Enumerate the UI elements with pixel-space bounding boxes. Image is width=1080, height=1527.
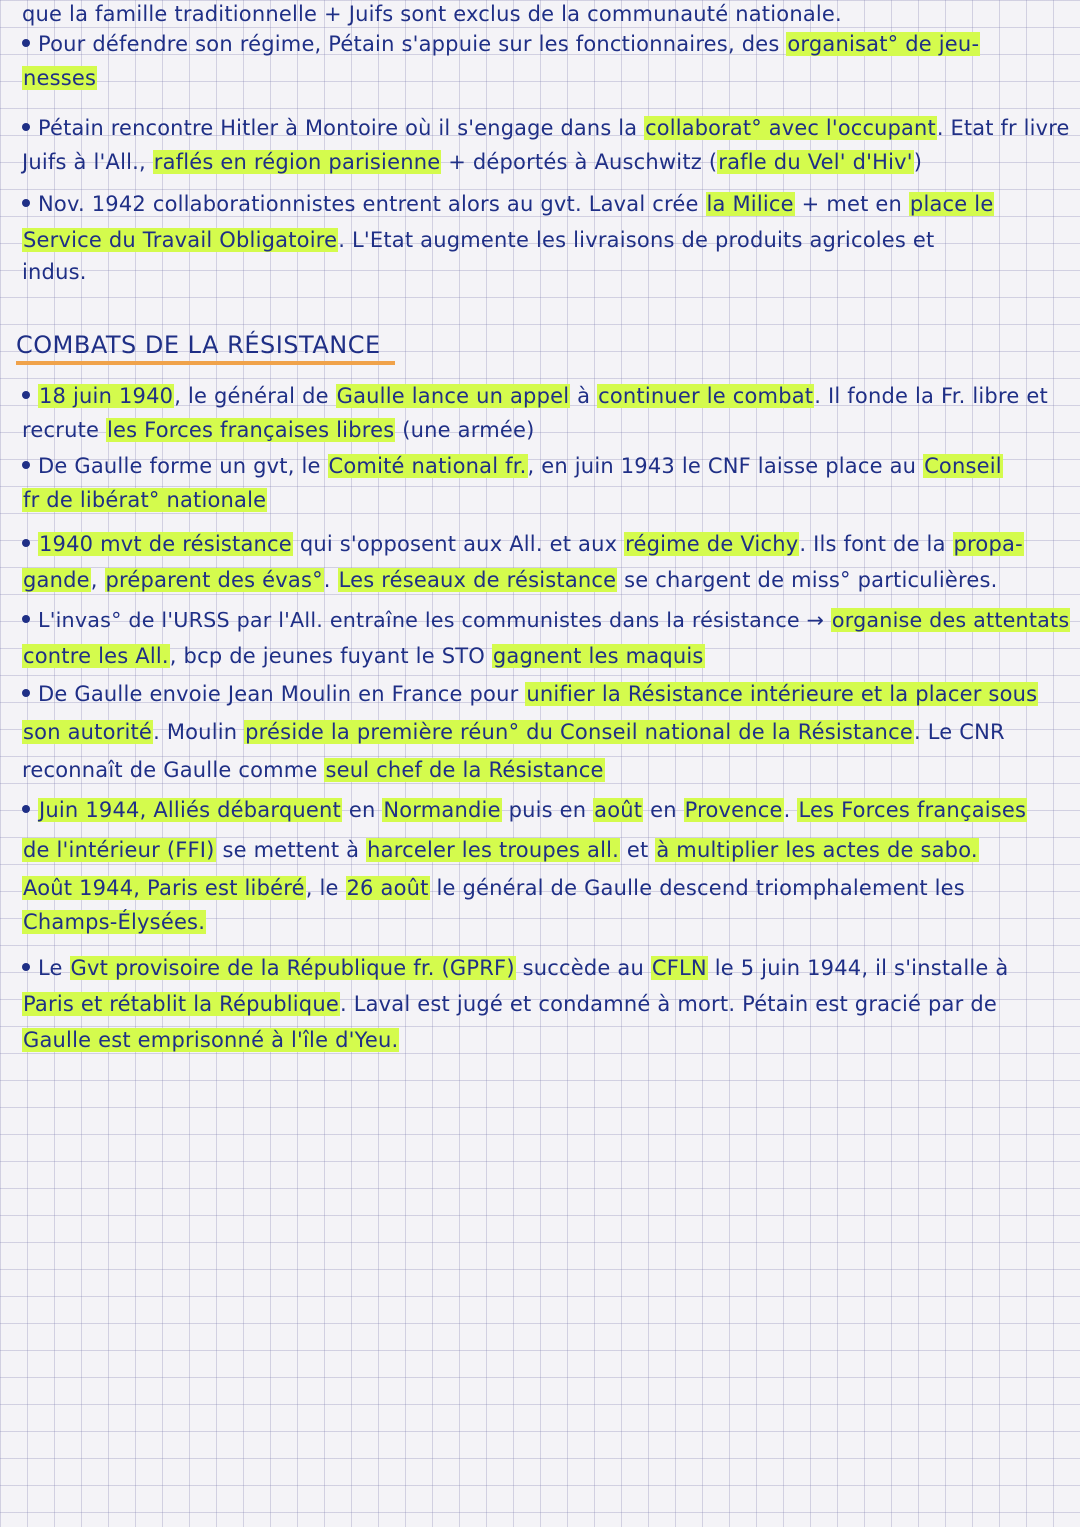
line-text: De Gaulle forme un gvt, le [38, 454, 328, 478]
line-text: et [620, 838, 656, 862]
line-text: . Moulin [153, 720, 245, 744]
highlight: Provence [684, 798, 783, 822]
text-line [22, 258, 87, 286]
line-text: L'invas° de l'URSS par l'All. entraîne les communistes dans la résistance → [38, 608, 831, 632]
highlight: organisat° de jeu- [787, 32, 980, 56]
highlight: nesses [23, 66, 97, 90]
bullet-icon [22, 539, 30, 547]
highlight: 1940 mvt de résistance [39, 532, 292, 556]
line-text: . L'Etat augmente les livraisons de produits agricoles et [338, 228, 935, 252]
line-text: le général de Gaulle descend triomphalement les [429, 876, 965, 900]
text-line [22, 566, 997, 594]
highlight: harceler les troupes all. [367, 838, 620, 862]
text-line [22, 718, 1005, 746]
highlight: Paris et rétablit la République [23, 992, 339, 1016]
bullet-line [22, 452, 1003, 480]
bullet-line [22, 680, 1038, 708]
line-text: . Laval est jugé et condamné à mort. Pétain est gracié par de [339, 992, 997, 1016]
text-line [22, 226, 934, 254]
bullet-icon [22, 615, 30, 623]
highlight: les Forces françaises libres [107, 418, 395, 442]
bullet-icon [22, 805, 30, 813]
line-text: Pétain rencontre Hitler à Montoire où il s'engage dans la [38, 116, 645, 140]
highlight: août [594, 798, 643, 822]
line-text: Le [38, 956, 70, 980]
bullet-line [22, 954, 1009, 982]
line-text: ) [913, 150, 923, 174]
highlight: 18 juin 1940 [39, 384, 174, 408]
line-text: Pour défendre son régime, Pétain s'appuie sur les fonctionnaires, des [38, 32, 787, 56]
line-text: à [570, 384, 598, 408]
line-text: , le [305, 876, 346, 900]
highlight: continuer le combat [598, 384, 814, 408]
line-text: . Il fonde la Fr. libre et [814, 384, 1048, 408]
line-text: . Le CNR [913, 720, 1005, 744]
highlight: Gaulle lance un appel [336, 384, 570, 408]
highlight: régime de Vichy [625, 532, 799, 556]
highlight: de l'intérieur (FFI) [23, 838, 215, 862]
highlight: Service du Travail Obligatoire [23, 228, 338, 252]
line-text: indus. [22, 260, 87, 284]
highlight: seul chef de la Résistance [325, 758, 604, 782]
line-text: que la famille traditionnelle + Juifs sont exclus de la communauté nationale. [22, 2, 842, 26]
highlight: contre les All. [23, 644, 169, 668]
line-text: Juifs à l'All., [22, 150, 153, 174]
highlight: gagnent les maquis [492, 644, 704, 668]
text-line [22, 836, 979, 864]
highlight: 26 août [346, 876, 429, 900]
bullet-icon [22, 123, 30, 131]
line-text: , bcp de jeunes fuyant le STO [169, 644, 492, 668]
highlight: gande [23, 568, 90, 592]
highlight: son autorité [23, 720, 153, 744]
highlight: rafle du Vel' d'Hiv' [718, 150, 913, 174]
text-line [22, 874, 965, 902]
highlight: préside la première réun° du Conseil national de la Résistance [245, 720, 913, 744]
line-text: , le général de [174, 384, 336, 408]
bullet-line [22, 606, 1070, 634]
line-text: en [341, 798, 383, 822]
highlight: place le [909, 192, 994, 216]
bullet-icon [22, 39, 30, 47]
line-text: . [323, 568, 338, 592]
highlight: à multiplier les actes de sabo. [656, 838, 978, 862]
line-text: . [783, 798, 798, 822]
line-text: recrute [22, 418, 107, 442]
line-text: se mettent à [215, 838, 367, 862]
line-text: . Ils font de la [799, 532, 953, 556]
highlight: Juin 1944, Alliés débarquent [39, 798, 341, 822]
text-line [22, 642, 705, 670]
highlight: Les réseaux de résistance [338, 568, 617, 592]
bullet-icon [22, 963, 30, 971]
line-text: en [643, 798, 684, 822]
line-text: reconnaît de Gaulle comme [22, 758, 325, 782]
line-text: (une armée) [395, 418, 535, 442]
highlight: préparent des évas° [105, 568, 323, 592]
line-text: se chargent de miss° particulières. [617, 568, 998, 592]
highlight: la Milice [706, 192, 794, 216]
highlight: organise des attentats [831, 608, 1070, 632]
text-line [22, 756, 605, 784]
line-text: puis en [501, 798, 594, 822]
bullet-line [22, 382, 1048, 410]
line-text: . Etat fr livre [936, 116, 1070, 140]
bullet-icon [22, 461, 30, 469]
highlight: fr de libérat° nationale [23, 488, 267, 512]
bullet-line [22, 530, 1024, 558]
text-line [22, 416, 535, 444]
line-text: , en juin 1943 le CNF laisse place au [527, 454, 924, 478]
highlight: Champs-Élysées. [23, 910, 206, 934]
line-text: succède au [515, 956, 651, 980]
bullet-icon [22, 689, 30, 697]
text-line [22, 990, 997, 1018]
highlight: Gvt provisoire de la République fr. (GPRF) [70, 956, 515, 980]
line-text: + met en [794, 192, 909, 216]
line-text: qui s'opposent aux All. et aux [292, 532, 625, 556]
bullet-icon [22, 391, 30, 399]
section-title: COMBATS DE LA RÉSISTANCE [16, 329, 395, 365]
highlight: propa- [953, 532, 1023, 556]
bullet-line [22, 30, 980, 58]
bullet-line [22, 114, 1070, 142]
text-line [22, 0, 842, 28]
text-line [22, 908, 206, 936]
text-line [22, 486, 267, 514]
line-text: + déportés à Auschwitz ( [441, 150, 718, 174]
highlight: unifier la Résistance intérieure et la placer sous [526, 682, 1038, 706]
highlight: Gaulle est emprisonné à l'île d'Yeu. [23, 1028, 399, 1052]
text-line [22, 148, 922, 176]
text-line [22, 64, 97, 92]
highlight: Août 1944, Paris est libéré [23, 876, 305, 900]
highlight: Conseil [924, 454, 1002, 478]
highlight: collaborat° avec l'occupant [645, 116, 936, 140]
highlight: Les Forces françaises [798, 798, 1027, 822]
line-text: Nov. 1942 collaborationnistes entrent alors au gvt. Laval crée [38, 192, 706, 216]
bullet-line [22, 796, 1027, 824]
highlight: Comité national fr. [328, 454, 527, 478]
highlight: CFLN [651, 956, 707, 980]
line-text: le 5 juin 1944, il s'installe à [707, 956, 1009, 980]
line-text: De Gaulle envoie Jean Moulin en France pour [38, 682, 526, 706]
text-line [22, 1026, 399, 1054]
line-text: , [90, 568, 105, 592]
bullet-line [22, 190, 994, 218]
bullet-icon [22, 199, 30, 207]
highlight: Normandie [383, 798, 501, 822]
highlight: raflés en région parisienne [153, 150, 441, 174]
